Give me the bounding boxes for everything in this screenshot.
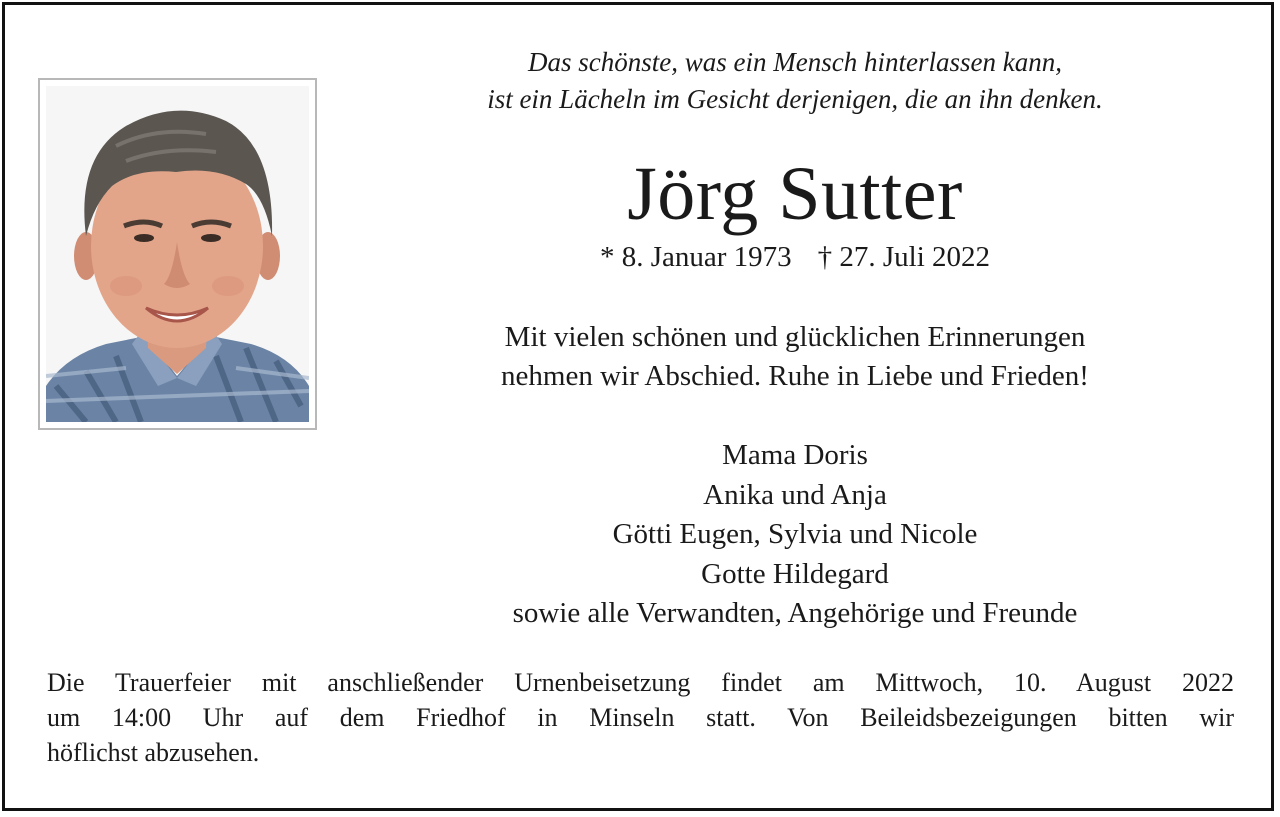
portrait-image bbox=[46, 86, 309, 422]
mourner-entry: Mama Doris bbox=[722, 439, 868, 471]
notice-line: höflichst abzusehen. bbox=[47, 738, 260, 767]
mourner-entry: Anika und Anja bbox=[703, 478, 887, 511]
mourner-entry: sowie alle Verwandten, Angehörige und Freunde bbox=[512, 597, 1078, 629]
funeral-notice bbox=[47, 665, 1234, 770]
message-line: Mit vielen schönen und glücklichen Erinnerungen bbox=[504, 321, 1086, 353]
mourner-entry: Gotte Hildegard bbox=[701, 557, 889, 590]
portrait-photo bbox=[38, 78, 317, 430]
quote-line: ist ein Lächeln im Gesicht derjenigen, die an ihn denken. bbox=[487, 84, 1103, 114]
message-line: nehmen wir Abschied. Ruhe in Liebe und Frieden! bbox=[501, 360, 1089, 392]
farewell-message bbox=[380, 318, 1210, 396]
notice-line: um 14:00 Uhr auf dem Friedhof in Minseln statt. Von Beileidsbezeigungen bitten wir bbox=[47, 703, 1234, 732]
mourner-entry: Götti Eugen, Sylvia und Nicole bbox=[612, 518, 978, 550]
birth-date: * 8. Januar 1973 bbox=[599, 241, 792, 273]
life-dates bbox=[380, 239, 1210, 275]
memorial-quote bbox=[380, 44, 1210, 118]
quote-line: Das schönste, was ein Mensch hinterlassen kann, bbox=[528, 47, 1062, 77]
mourners-list bbox=[380, 436, 1210, 634]
notice-line: Die Trauerfeier mit anschließender Urnenbeisetzung findet am Mittwoch, 10. August 2022 bbox=[47, 668, 1234, 697]
death-date: † 27. Juli 2022 bbox=[817, 241, 991, 273]
portrait-illustration bbox=[46, 86, 309, 422]
deceased-name: Jörg Sutter bbox=[627, 152, 963, 236]
